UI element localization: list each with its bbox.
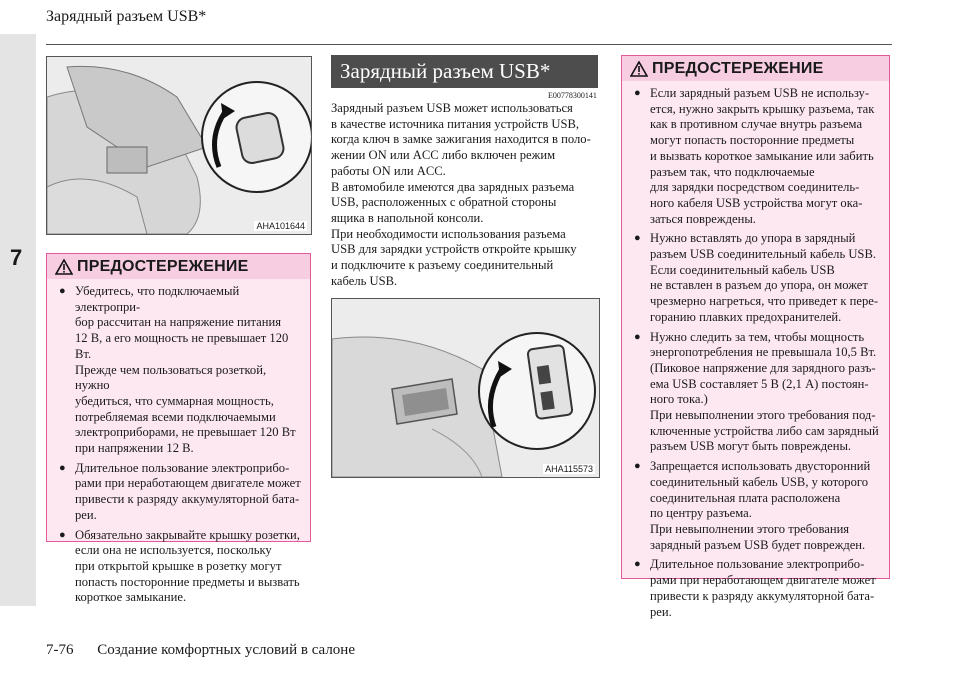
header-title: Зарядный разъем USB* bbox=[46, 8, 207, 25]
figure-usb-port bbox=[331, 298, 600, 478]
figure-code: AHA101644 bbox=[256, 221, 305, 231]
warning-list bbox=[622, 81, 889, 620]
section-code: E00778300141 bbox=[548, 91, 597, 100]
warning-item: ● Нужно вставлять до упора в зарядный разъем USB соединительный кабель USB. Если соединительный кабель USB не вставлен в разъем до упора, он может чрезмерно нагреться, что приведет к пере- горанию плавких предохранителей. bbox=[632, 231, 881, 325]
warning-title: ПРЕДОСТЕРЕЖЕНИЕ bbox=[652, 59, 824, 77]
header-rule bbox=[46, 44, 892, 45]
warning-item: ● Запрещается использовать двусторонний соединительный кабель USB, у которого соединительная плата расположена по центру разъема. При невыполнении этого требования зарядный разъем USB будет поврежден. bbox=[632, 459, 881, 553]
chapter-number: 7 bbox=[10, 245, 23, 270]
figure-console-lid bbox=[46, 56, 312, 235]
section-body-text: Зарядный разъем USB может использоваться в качестве источника питания устройств USB, когда ключ в замке зажигания находится в поло- жении ON или ACC либо включен режим работы ON или ACC. В автомобиле имеются два зарядных разъема USB, расположенных с обратной стороны ящика в напольной консоли. При необходимости использования разъема USB для зарядки устройств откройте крышку и подключите к разъему соединительный кабель USB. bbox=[331, 101, 591, 288]
section-heading: Зарядный разъем USB* bbox=[331, 55, 598, 88]
warning-triangle-icon bbox=[630, 61, 648, 77]
warning-box-outlet bbox=[46, 253, 311, 605]
figure-code: AHA115573 bbox=[545, 464, 593, 474]
warning-item: ● Убедитесь, что подключаемый электропри- бор рассчитан на напряжение питания 12 В, а его мощность не превышает 120 Вт. Прежде чем пользоваться розеткой, нужно убедиться, что суммарная мощность, потребляемая всеми подключаемыми электроприборами, не превышает 120 Вт при напряжении 12 В. bbox=[57, 284, 302, 457]
page-footer bbox=[46, 642, 375, 659]
footer-chapter-title: Создание комфортных условий в салоне bbox=[97, 642, 355, 658]
warning-item: ● Обязательно закрывайте крышку розетки, если она не используется, поскольку при открытой крышке в розетку могут попасть посторонние предметы и вызвать короткое замыкание. bbox=[57, 528, 302, 607]
console-lid-illustration bbox=[47, 57, 311, 234]
warning-box-usb bbox=[621, 55, 890, 619]
warning-item: ● Длительное пользование электроприбо- рами при неработающем двигателе может привести к разряду аккумуляторной бата- реи. bbox=[632, 557, 881, 620]
warning-item: ● Длительное пользование электроприбо- рами при неработающем двигателе может привести к разряду аккумуляторной бата- реи. bbox=[57, 461, 302, 524]
warning-header bbox=[47, 254, 310, 279]
page-number: 7-76 bbox=[46, 642, 74, 658]
warning-triangle-icon bbox=[55, 259, 73, 275]
usb-port-illustration bbox=[332, 299, 599, 477]
warning-header bbox=[622, 56, 889, 81]
warning-list bbox=[47, 279, 310, 606]
warning-item: ● Нужно следить за тем, чтобы мощность энергопотребления не превышала 10,5 Вт. (Пиковое напряжение для зарядного разъ- ема USB составляет 5 В (2,1 А) постоян- ного тока.) При невыполнении этого требования под- ключенные устройства либо сам зарядный разъем USB могут быть повреждены. bbox=[632, 330, 881, 456]
chapter-side-tab bbox=[0, 34, 36, 606]
warning-title: ПРЕДОСТЕРЕЖЕНИЕ bbox=[77, 257, 249, 275]
warning-item: ● Если зарядный разъем USB не использу- ется, нужно закрыть крышку разъема, так как в противном случае внутрь разъема могут попасть посторонние предметы и вызвать короткое замыкание или забить разъем так, что подключаемые для зарядки посредством соединитель- ного кабеля USB устройства могут ока- заться повреждены. bbox=[632, 86, 881, 227]
